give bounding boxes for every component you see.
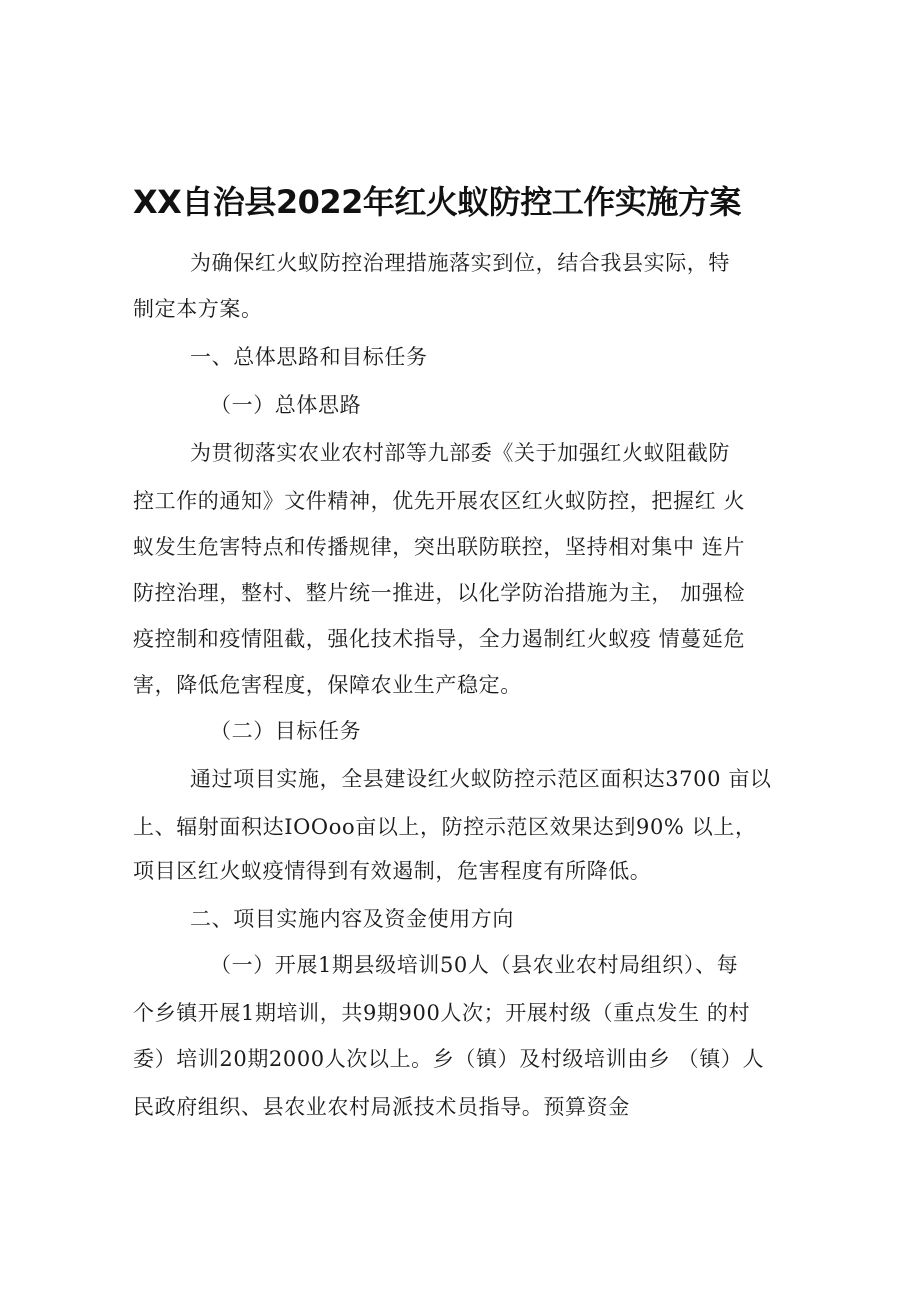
paragraph-line: （一）开展1期县级培训50人（县农业农村局组织）、每	[210, 953, 739, 977]
section-heading: 一、总体思路和目标任务	[190, 345, 428, 369]
paragraph-line: 委）培训20期2000人次以上。乡（镇）及村级培训由乡 （镇）人	[133, 1047, 765, 1071]
paragraph-line: 上、辐射面积达IOOoo亩以上，防控示范区效果达到90% 以上，	[133, 815, 757, 839]
subsection-heading: （一）总体思路	[210, 393, 362, 417]
paragraph-line: 蚁发生危害特点和传播规律，突出联防联控，坚持相对集中 连片	[133, 535, 746, 559]
document-title: XX自治县2022年红火蚁防控工作实施方案	[133, 183, 741, 221]
subsection-heading: （二）目标任务	[210, 719, 362, 743]
paragraph-line: 个乡镇开展1期培训，共9期900人次；开展村级（重点发生 的村	[133, 1001, 751, 1025]
paragraph-line: 控工作的通知》文件精神，优先开展农区红火蚁防控，把握红 火	[133, 489, 746, 513]
paragraph-line: 为贯彻落实农业农村部等九部委《关于加强红火蚁阻截防	[190, 441, 730, 465]
paragraph-line: 制定本方案。	[133, 297, 263, 321]
section-heading: 二、项目实施内容及资金使用方向	[190, 907, 514, 931]
paragraph-line: 为确保红火蚁防控治理措施落实到位，结合我县实际，特	[190, 251, 730, 275]
paragraph-line: 防控治理，整村、整片统一推进，以化学防治措施为主， 加强检	[133, 581, 746, 605]
paragraph-line: 项目区红火蚁疫情得到有效遏制，危害程度有所降低。	[133, 859, 652, 883]
paragraph-line: 疫控制和疫情阻截，强化技术指导，全力遏制红火蚁疫 情蔓延危	[133, 627, 746, 651]
paragraph-line: 民政府组织、县农业农村局派技术员指导。预算资金	[133, 1095, 630, 1119]
paragraph-line: 害，降低危害程度，保障农业生产稳定。	[133, 673, 522, 697]
paragraph-line: 通过项目实施，全县建设红火蚁防控示范区面积达3700 亩以	[190, 767, 772, 791]
